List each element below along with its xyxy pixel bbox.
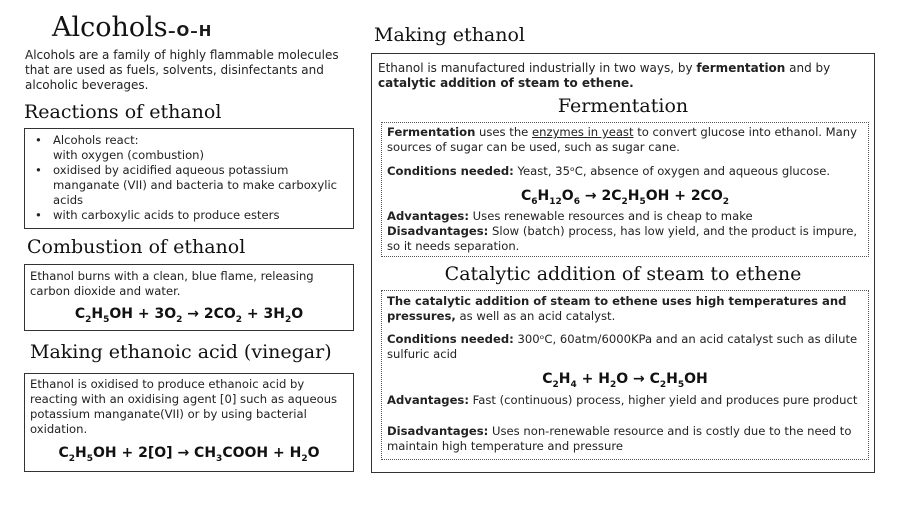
making-ethanol-heading: Making ethanol <box>374 24 526 46</box>
list-item: • oxidised by acidified aqueous potassium manganate (VII) and bacteria to make carboxylic acids <box>31 163 347 208</box>
ethanoic-equation: $C_2H_5OH + 2[O]$ → $CH_3COOH + H_2O$ <box>58 445 320 464</box>
catalytic-equation: $C_2H_4 + H_2O \to C_2H_5OH$ <box>542 371 708 390</box>
ethanoic-heading: Making ethanoic acid (vinegar) <box>30 341 332 363</box>
intro-text: Alcohols are a family of highly flammable molecules that are used as fuels, solvents, disinfectants and alcoholic beverages. <box>25 48 339 92</box>
hydroxyl-formula: –O–H <box>168 22 213 40</box>
fermentation-conditions: Conditions needed: Yeast, 35ᵒC, absence of oxygen and aqueous glucose. <box>387 164 831 178</box>
fermentation-box <box>381 122 869 257</box>
combustion-heading: Combustion of ethanol <box>27 236 246 258</box>
fermentation-advantages: Advantages: Uses renewable resources and is cheap to make <box>387 209 753 223</box>
ethanoic-box <box>24 373 354 472</box>
reactions-box <box>24 128 354 229</box>
reactions-list <box>31 133 347 223</box>
making-ethanol-box <box>371 53 875 473</box>
catalytic-conditions: Conditions needed: 300ᵒC, 60atm/6000KPa and an acid catalyst such as dilute sulfuric acid <box>387 332 858 361</box>
fermentation-heading: Fermentation <box>557 95 689 117</box>
ethanoic-text: Ethanol is oxidised to produce ethanoic acid by reacting with an oxidising agent [0] such as aqueous potassium manganate(VII) or by using bacterial oxidation. <box>30 377 338 436</box>
list-item: • Alcohols react: <box>31 133 347 148</box>
fermentation-description: Fermentation uses the enzymes in yeast to convert glucose into ethanol. Many sources of sugar can be used, such as sugar cane. <box>387 125 857 154</box>
reactions-heading: Reactions of ethanol <box>24 101 222 123</box>
fermentation-disadvantages: Disadvantages: Slow (batch) process, has low yield, and the product is impure, so it needs separation. <box>387 224 858 253</box>
list-item: with oxygen (combustion) <box>53 148 205 162</box>
catalytic-advantages: Advantages: Fast (continuous) process, higher yield and produces pure product <box>387 393 858 407</box>
page-title <box>52 12 168 43</box>
list-item: • with carboxylic acids to produce esters <box>31 208 347 223</box>
catalytic-description: The catalytic addition of steam to ethene uses high temperatures and pressures, as well as an acid catalyst. <box>387 294 847 323</box>
combustion-equation: $C_2H_5OH + 3O_2 \to 2CO_2 + 3H_2O$ <box>74 306 304 325</box>
making-ethanol-intro: Ethanol is manufactured industrially in two ways, by fermentation and by catalytic addition of steam to ethene. <box>378 61 831 90</box>
page-title-text: Alcohols <box>52 12 168 43</box>
catalytic-disadvantages: Disadvantages: Uses non-renewable resource and is costly due to the need to maintain high temperature and pressure <box>387 424 852 453</box>
combustion-box <box>24 264 354 331</box>
combustion-text: Ethanol burns with a clean, blue flame, releasing carbon dioxide and water. <box>30 269 314 298</box>
catalytic-box <box>381 290 869 460</box>
catalytic-heading: Catalytic addition of steam to ethene <box>444 263 802 285</box>
fermentation-equation: $C_6H_{12}O_6 \to 2C_2H_5OH + 2CO_2$ <box>521 188 729 207</box>
